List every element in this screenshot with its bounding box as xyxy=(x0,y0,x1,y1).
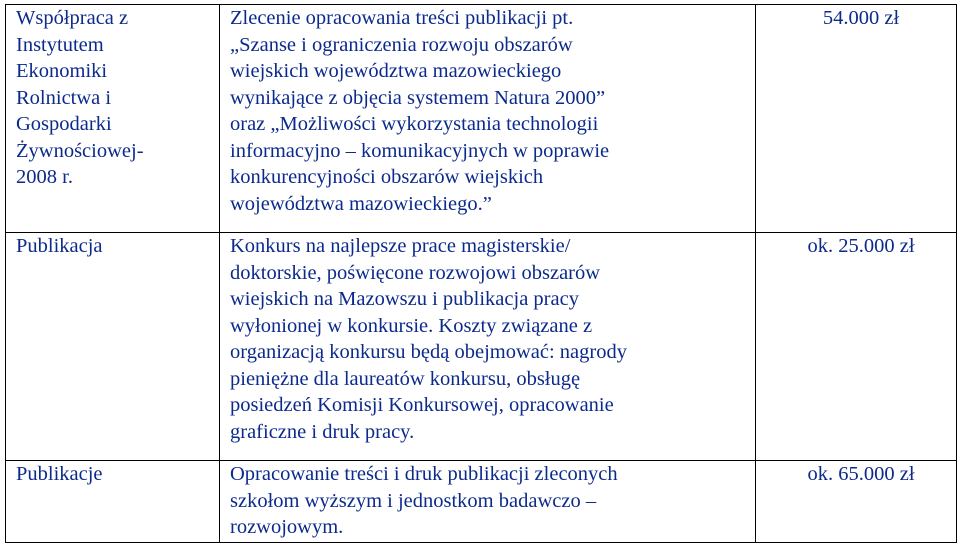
category-line: Gospodarki xyxy=(16,113,112,135)
description-line: konkurencyjności obszarów wiejskich xyxy=(230,166,544,188)
table-row xyxy=(6,461,957,543)
description-line: wiejskich na Mazowszu i publikacja pracy xyxy=(230,288,579,310)
category-line: Rolnictwa i xyxy=(16,86,112,109)
description-line: Konkurs na najlepsze prace magisterskie/ xyxy=(230,235,571,257)
description-line: organizacją konkursu będą obejmować: nagrody xyxy=(230,341,627,363)
description-line: „Szanse i ograniczenia rozwoju obszarów xyxy=(230,33,573,56)
description-line: szkołom wyższym i jednostkom badawczo – xyxy=(230,489,597,512)
description-line: Zlecenie opracowania treści publikacji pt. xyxy=(230,7,574,29)
budget-table xyxy=(5,4,957,543)
amount-cell xyxy=(756,233,957,461)
category-line: Publikacje xyxy=(16,463,103,485)
description-cell xyxy=(220,461,756,543)
amount-value: ok. 65.000 zł xyxy=(807,463,915,485)
category-line: Żywnościowej- xyxy=(16,139,144,162)
description-line: oraz „Możliwości wykorzystania technologii xyxy=(230,113,599,135)
description-line: wyłonionej w konkursie. Koszty związane z xyxy=(230,314,593,337)
description-line: rozwojowym. xyxy=(230,516,344,538)
description-line: pieniężne dla laureatów konkursu, obsługę xyxy=(230,367,581,390)
category-cell xyxy=(6,461,220,543)
table-row xyxy=(6,233,957,461)
description-line: informacyjno – komunikacyjnych w poprawie xyxy=(230,139,610,162)
category-line: 2008 r. xyxy=(16,166,73,188)
category-line: Publikacja xyxy=(16,235,103,257)
category-line: Współpraca z xyxy=(16,7,129,29)
description-line: graficzne i druk pracy. xyxy=(230,420,415,443)
description-line: województwa mazowieckiego.” xyxy=(230,192,492,215)
description-line: wynikające z objęcia systemem Natura 2000” xyxy=(230,86,606,109)
amount-cell xyxy=(756,461,957,543)
description-line: Opracowanie treści i druk publikacji zleconych xyxy=(230,463,618,485)
description-line: wiejskich województwa mazowieckiego xyxy=(230,60,562,82)
description-line: doktorskie, poświęcone rozwojowi obszarów xyxy=(230,261,601,284)
table-row xyxy=(6,5,957,233)
category-line: Instytutem xyxy=(16,33,104,56)
category-line: Ekonomiki xyxy=(16,60,108,82)
category-cell xyxy=(6,5,220,233)
amount-value: 54.000 zł xyxy=(822,7,900,29)
category-cell xyxy=(6,233,220,461)
amount-cell xyxy=(756,5,957,233)
amount-value: ok. 25.000 zł xyxy=(807,235,915,257)
description-line: posiedzeń Komisji Konkursowej, opracowanie xyxy=(230,394,614,416)
description-cell xyxy=(220,233,756,461)
description-cell xyxy=(220,5,756,233)
